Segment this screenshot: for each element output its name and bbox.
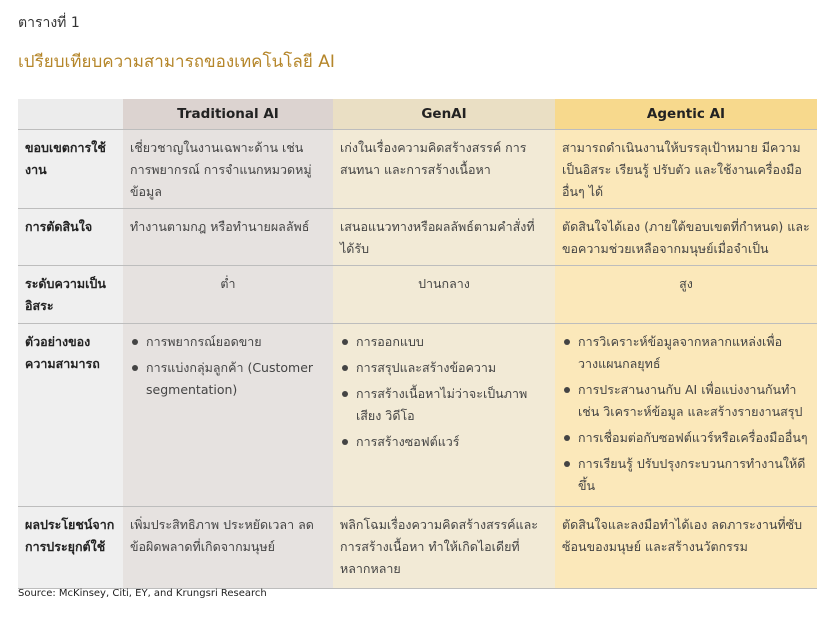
table-row	[18, 130, 817, 209]
list-item: การวิเคราะห์ข้อมูลจากหลากแหล่งเพื่อวางแผนกลยุทธ์	[562, 331, 810, 375]
list-item: การเชื่อมต่อกับซอฟต์แวร์หรือเครื่องมืออื่นๆ	[562, 427, 810, 449]
bullet-list	[562, 331, 810, 497]
table-caption: ตารางที่ 1	[18, 15, 80, 31]
header-empty	[18, 99, 123, 130]
header-row	[18, 99, 817, 130]
list-item: การประสานงานกับ AI เพื่อแบ่งงานกันทำ เช่น วิเคราะห์ข้อมูล และสร้างรายงานสรุป	[562, 379, 810, 423]
table-cell: พลิกโฉมเรื่องความคิดสร้างสรรค์และการสร้างเนื้อหา ทำให้เกิดไอเดียที่หลากหลาย	[333, 507, 555, 589]
list-item: การสร้างซอฟต์แวร์	[340, 431, 548, 453]
table-cell: สูง	[555, 266, 817, 324]
table-cell: ต่ำ	[123, 266, 333, 324]
table-row	[18, 209, 817, 266]
row-label: ผลประโยชน์จากการประยุกต์ใช้	[18, 507, 123, 589]
table-cell: ปานกลาง	[333, 266, 555, 324]
table-cell: สามารถดำเนินงานให้บรรลุเป้าหมาย มีความเป็นอิสระ เรียนรู้ ปรับตัว และใช้งานเครื่องมืออื่นๆ ได้	[555, 130, 817, 209]
list-item: การสรุปและสร้างข้อความ	[340, 357, 548, 379]
source-note: Source: McKinsey, Citi, EY, and Krungsri Research	[18, 588, 267, 599]
table-cell: ตัดสินใจได้เอง (ภายใต้ขอบเขตที่กำหนด) และขอความช่วยเหลือจากมนุษย์เมื่อจำเป็น	[555, 209, 817, 266]
bullet-list	[340, 331, 548, 453]
row-label: ระดับความเป็นอิสระ	[18, 266, 123, 324]
table-row	[18, 507, 817, 589]
row-label: ขอบเขตการใช้งาน	[18, 130, 123, 209]
table-cell	[333, 324, 555, 507]
comparison-table	[18, 99, 817, 589]
list-item: การเรียนรู้ ปรับปรุงกระบวนการทำงานให้ดีขึ้น	[562, 453, 810, 497]
table-cell	[123, 324, 333, 507]
table-cell: เสนอแนวทางหรือผลลัพธ์ตามคำสั่งที่ได้รับ	[333, 209, 555, 266]
list-item: การออกแบบ	[340, 331, 548, 353]
list-item: การแบ่งกลุ่มลูกค้า (Customer segmentation)	[130, 357, 326, 401]
list-item: การพยากรณ์ยอดขาย	[130, 331, 326, 353]
row-label: ตัวอย่างของความสามารถ	[18, 324, 123, 507]
table-row	[18, 324, 817, 507]
table-cell: ตัดสินใจและลงมือทำได้เอง ลดภาระงานที่ซับซ้อนของมนุษย์ และสร้างนวัตกรรม	[555, 507, 817, 589]
header-agentic-ai: Agentic AI	[555, 99, 817, 130]
bullet-list	[130, 331, 326, 401]
table-cell: เก่งในเรื่องความคิดสร้างสรรค์ การสนทนา และการสร้างเนื้อหา	[333, 130, 555, 209]
table-title: เปรียบเทียบความสามารถของเทคโนโลยี AI	[18, 52, 335, 72]
table-cell: เชี่ยวชาญในงานเฉพาะด้าน เช่น การพยากรณ์ การจำแนกหมวดหมู่ข้อมูล	[123, 130, 333, 209]
list-item: การสร้างเนื้อหาไม่ว่าจะเป็นภาพ เสียง วิดีโอ	[340, 383, 548, 427]
table-cell	[555, 324, 817, 507]
row-label: การตัดสินใจ	[18, 209, 123, 266]
header-traditional-ai: Traditional AI	[123, 99, 333, 130]
table-cell: เพิ่มประสิทธิภาพ ประหยัดเวลา ลดข้อผิดพลาดที่เกิดจากมนุษย์	[123, 507, 333, 589]
table-row	[18, 266, 817, 324]
header-genai: GenAI	[333, 99, 555, 130]
table-cell: ทำงานตามกฎ หรือทำนายผลลัพธ์	[123, 209, 333, 266]
